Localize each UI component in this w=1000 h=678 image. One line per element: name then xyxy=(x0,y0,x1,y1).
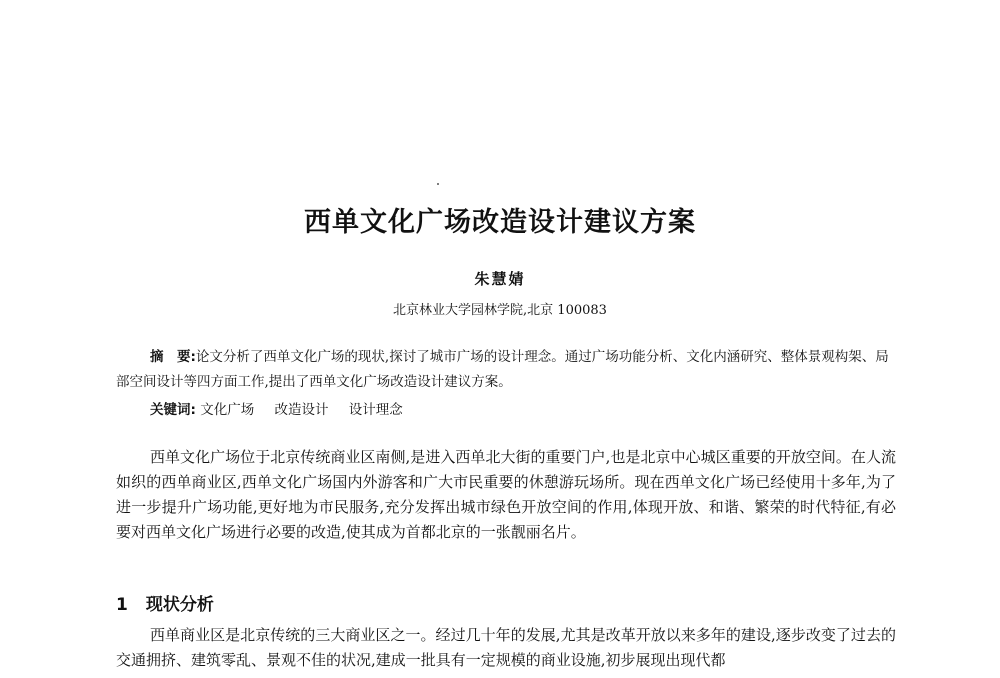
keywords xyxy=(150,398,419,418)
section-heading xyxy=(116,590,214,615)
author-affiliation: 北京林业大学园林学院,北京 100083 xyxy=(393,303,607,318)
keyword-item: 设计理念 xyxy=(348,402,403,418)
intro-paragraph: 西单文化广场位于北京传统商业区南侧,是进入西单北大街的重要门户,也是北京中心城区重要的开放空间。在人流如织的西单商业区,西单文化广场国内外游客和广大市民重要的休憩游玩场所。现在西单文化广场已经使用十多年,为了进一步提升广场功能,更好地为市民服务,充分发挥出城市绿色开放空间的作用,体现开放、和谐、繁荣的时代特征,有必要对西单文化广场进行必要的改造,使其成为首都北京的一张靓丽名片。 xyxy=(116,448,896,541)
abstract-text: 论文分析了西单文化广场的现状,探讨了城市广场的设计理念。通过广场功能分析、文化内涵研究、整体景观构架、局部空间设计等四方面工作,提出了西单文化广场改造设计建议方案。 xyxy=(116,349,889,390)
section-number: 1 xyxy=(116,595,128,615)
paper-title: 西单文化广场改造设计建议方案 xyxy=(304,207,696,238)
scan-speck xyxy=(437,183,439,185)
keyword-item: 文化广场 xyxy=(200,402,255,418)
section-title: 现状分析 xyxy=(145,595,214,615)
author-name: 朱慧婧 xyxy=(474,270,526,288)
abstract-label: 摘 要: xyxy=(150,349,196,365)
section-paragraph: 西单商业区是北京传统的三大商业区之一。经过几十年的发展,尤其是改革开放以来多年的建设,逐步改变了过去的交通拥挤、建筑零乱、景观不佳的状况,建成一批具有一定规模的商业设施,初步展现出现代都 xyxy=(116,626,896,669)
keywords-label: 关键词: xyxy=(150,402,196,418)
abstract xyxy=(116,345,892,395)
keyword-item: 改造设计 xyxy=(274,402,329,418)
